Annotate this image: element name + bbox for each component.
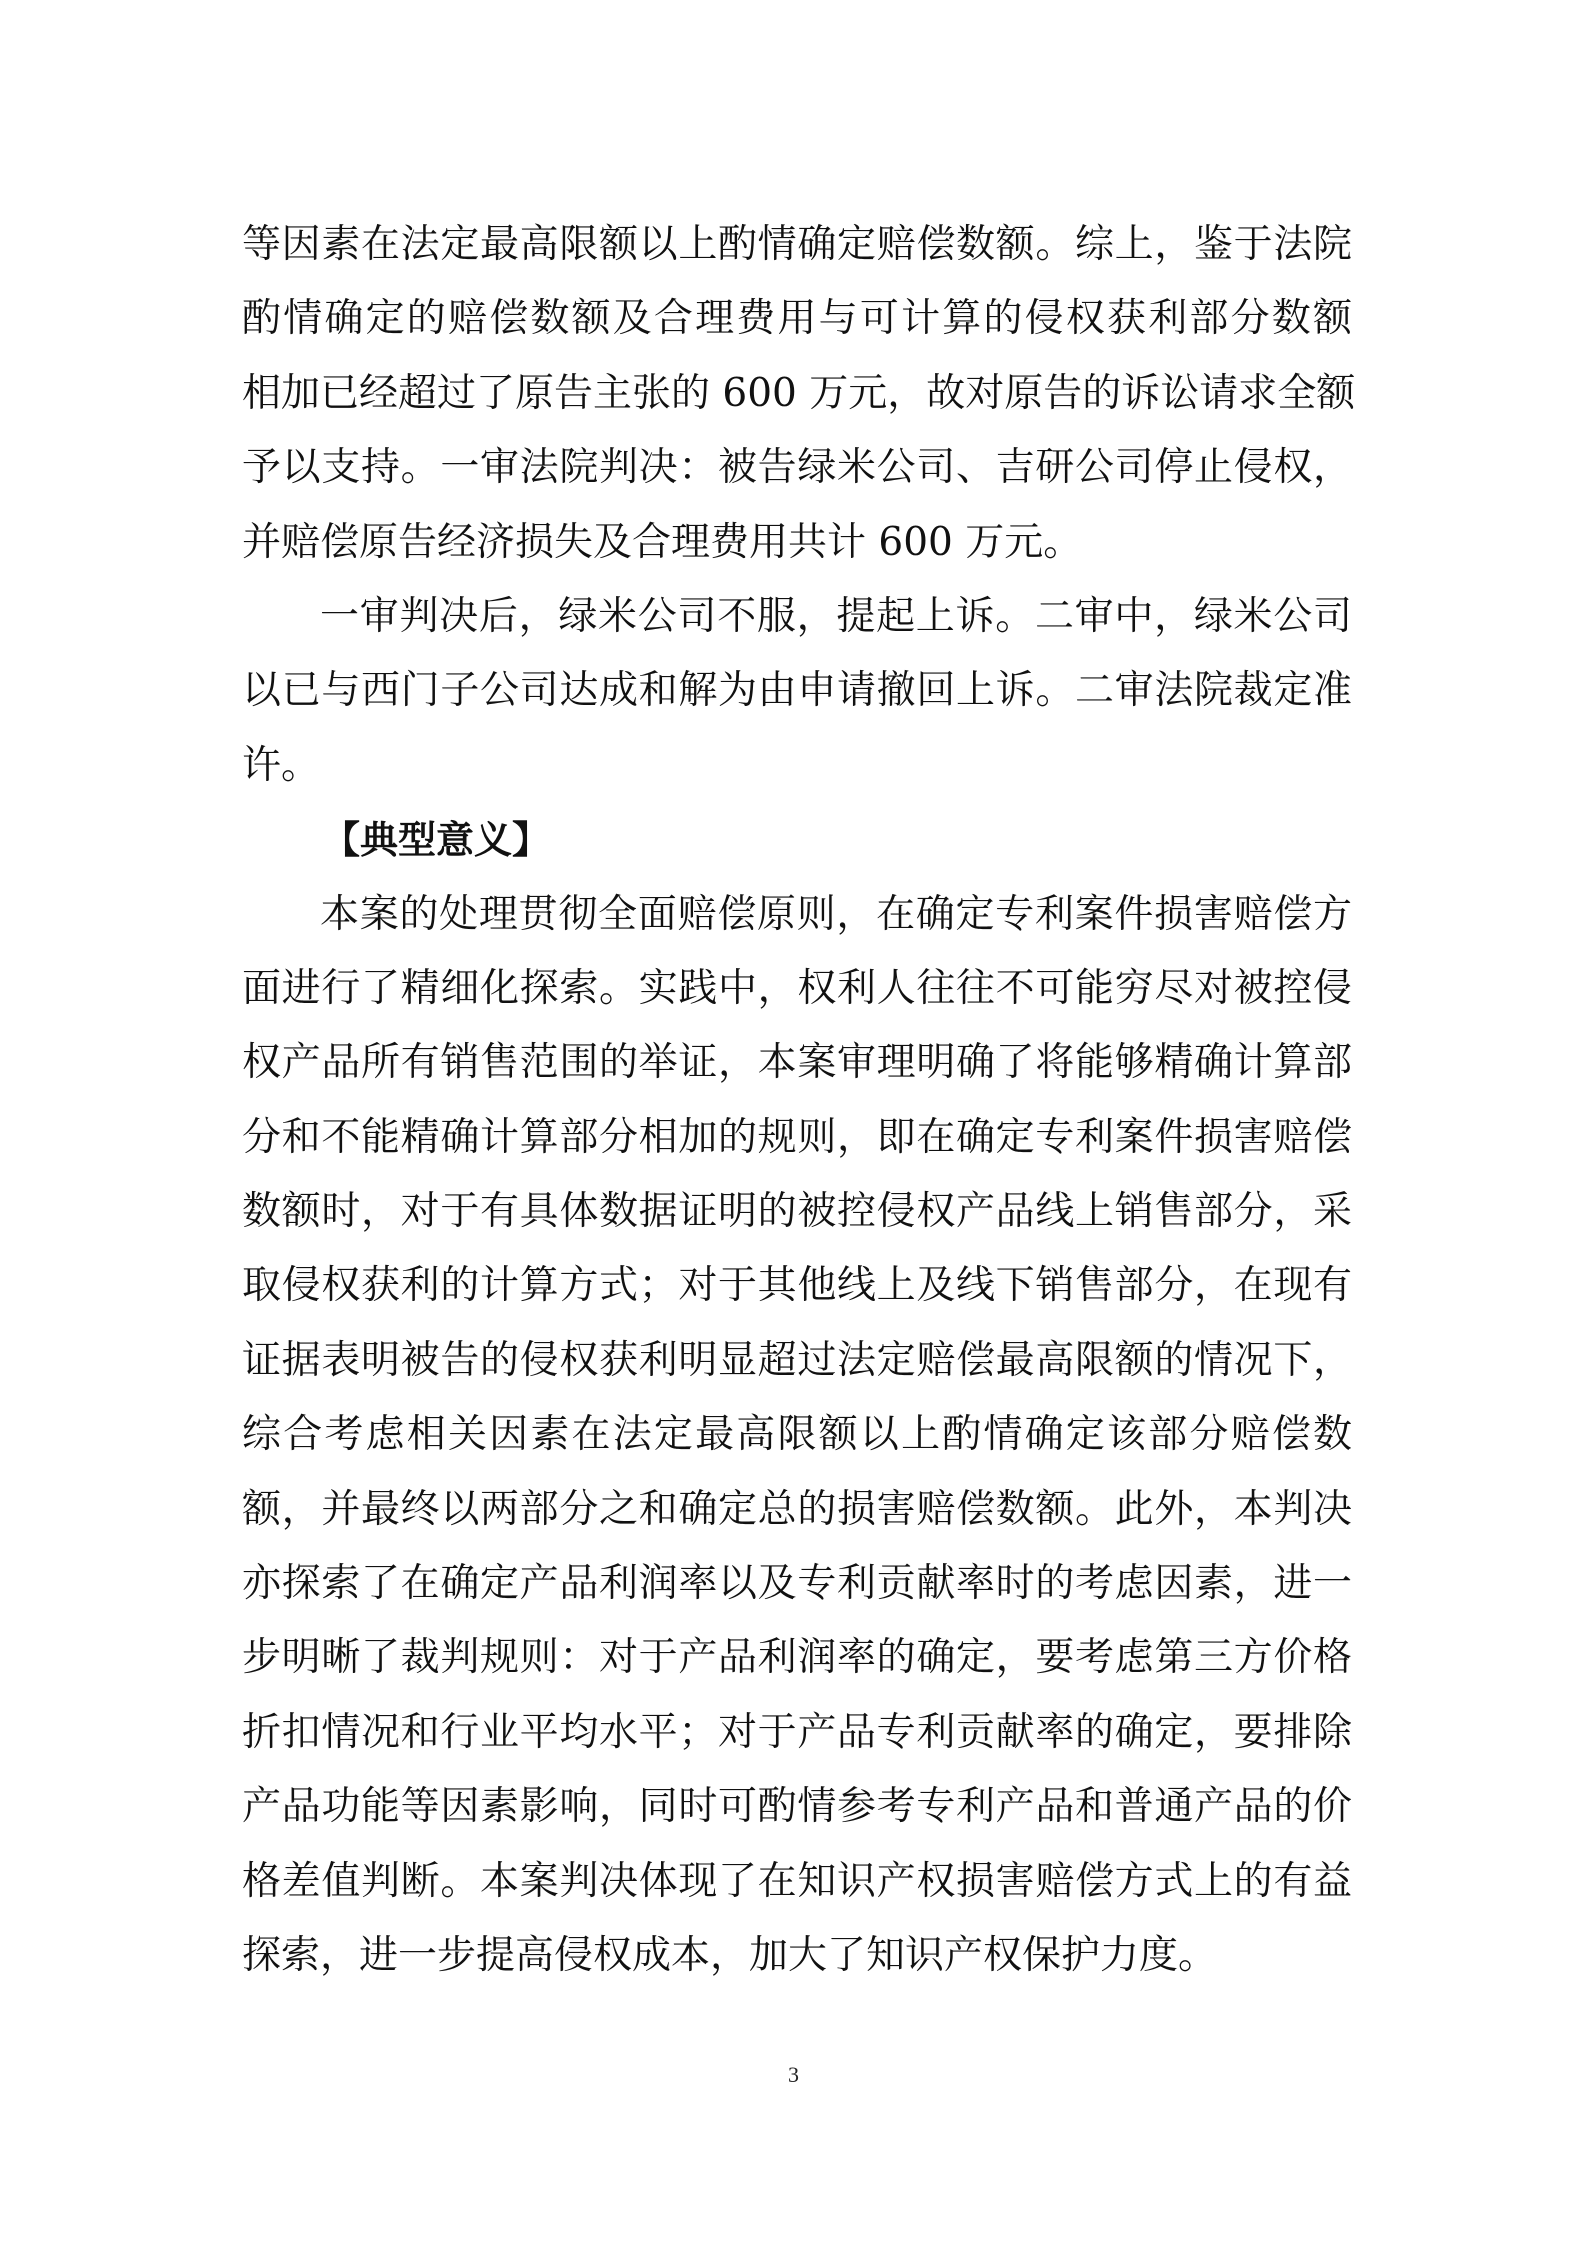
paragraph-line: 并赔偿原告经济损失及合理费用共计 600 万元。 xyxy=(242,519,1083,565)
paragraph-line: 相加已经超过了原告主张的 600 万元，故对原告的诉讼请求全额 xyxy=(242,370,1356,416)
paragraph-line: 酌情确定的赔偿数额及合理费用与可计算的侵权获利部分数额 xyxy=(242,296,1352,342)
paragraph-line: 权产品所有销售范围的举证，本案审理明确了将能够精确计算部 xyxy=(242,1040,1352,1086)
paragraph-3 xyxy=(242,878,1352,1994)
paragraph-line: 折扣情况和行业平均水平；对于产品专利贡献率的确定，要排除 xyxy=(242,1709,1352,1755)
paragraph-line: 等因素在法定最高限额以上酌情确定赔偿数额。综上，鉴于法院 xyxy=(242,222,1352,267)
section-heading: 【典型意义】 xyxy=(322,818,551,863)
paragraph-line: 予以支持。一审法院判决：被告绿米公司、吉研公司停止侵权， xyxy=(242,445,1352,491)
paragraph-line: 取侵权获利的计算方式；对于其他线上及线下销售部分，在现有 xyxy=(242,1263,1352,1309)
paragraph-line: 本案的处理贯彻全面赔偿原则，在确定专利案件损害赔偿方 xyxy=(320,891,1352,937)
paragraph-line: 证据表明被告的侵权获利明显超过法定赔偿最高限额的情况下， xyxy=(242,1337,1352,1383)
paragraph-line: 以已与西门子公司达成和解为由申请撤回上诉。二审法院裁定准 xyxy=(242,668,1352,714)
paragraph-line: 亦探索了在确定产品利润率以及专利贡献率时的考虑因素，进一 xyxy=(242,1561,1352,1607)
paragraph-line: 产品功能等因素影响，同时可酌情参考专利产品和普通产品的价 xyxy=(242,1784,1352,1830)
paragraph-line: 许。 xyxy=(242,742,321,788)
paragraph-2 xyxy=(242,580,1352,803)
paragraph-line: 分和不能精确计算部分相加的规则，即在确定专利案件损害赔偿 xyxy=(242,1114,1352,1160)
paragraph-line: 步明晰了裁判规则：对于产品利润率的确定，要考虑第三方价格 xyxy=(242,1635,1352,1681)
page-number: 3 xyxy=(788,2062,799,2087)
paragraph-line: 探索，进一步提高侵权成本，加大了知识产权保护力度。 xyxy=(242,1932,1218,1978)
paragraph-1 xyxy=(242,208,1356,580)
paragraph-line: 综合考虑相关因素在法定最高限额以上酌情确定该部分赔偿数 xyxy=(242,1412,1352,1458)
paragraph-line: 额，并最终以两部分之和确定总的损害赔偿数额。此外，本判决 xyxy=(242,1486,1352,1532)
paragraph-line: 数额时，对于有具体数据证明的被控侵权产品线上销售部分，采 xyxy=(242,1189,1352,1235)
paragraph-line: 格差值判断。本案判决体现了在知识产权损害赔偿方式上的有益 xyxy=(242,1858,1352,1904)
paragraph-line: 一审判决后，绿米公司不服，提起上诉。二审中，绿米公司 xyxy=(320,593,1352,639)
document-body xyxy=(242,208,1356,1993)
paragraph-line: 面进行了精细化探索。实践中，权利人往往不可能穷尽对被控侵 xyxy=(242,965,1352,1011)
